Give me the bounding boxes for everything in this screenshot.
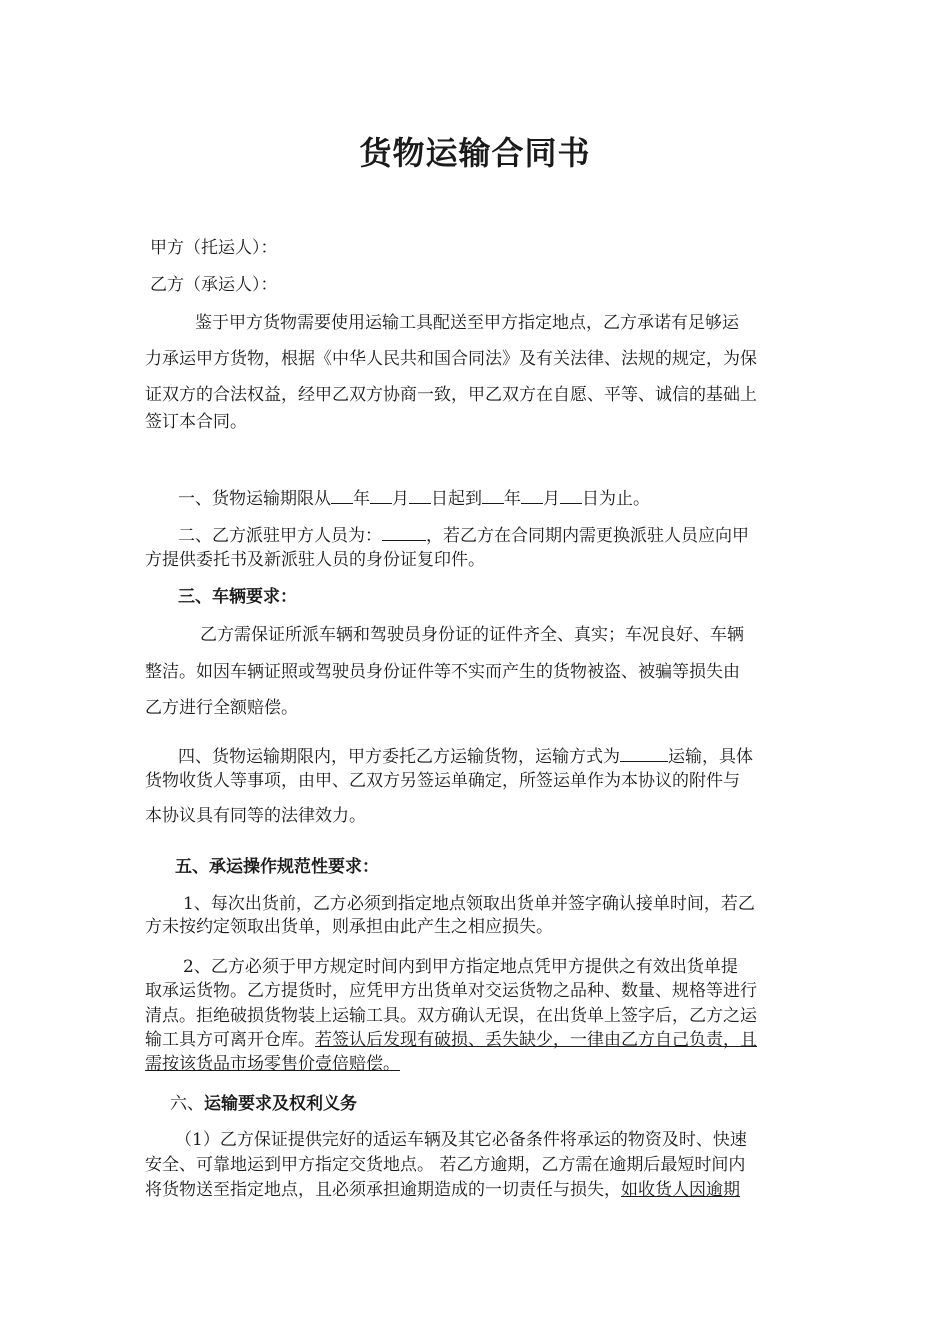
- clause-5-item-1-line-2: 方未按约定领取出货单，则承担由此产生之相应损失。: [145, 917, 553, 937]
- blank-end-day: [560, 486, 582, 504]
- underlined-liability-text: 若签认后发现有破损、丢失缺少，一律由乙方自己负责，且: [315, 1030, 757, 1050]
- clause-2-text: ，若乙方在合同期内需更换派驻人员应向甲: [426, 526, 749, 546]
- clause-5-item-2-line-2: 取承运货物。乙方提货时，应凭甲方出货单对交运货物之品种、数量、规格等进行: [145, 981, 757, 1001]
- clause-1-text: 一、货物运输期限从: [178, 489, 331, 509]
- underlined-delay-text: 如收货人因逾期: [621, 1180, 740, 1200]
- blank-end-year: [482, 486, 504, 504]
- clause-5-item-1-line-1: 1、每次出货前，乙方必须到指定地点领取出货单并签字确认接单时间，若乙: [183, 894, 755, 914]
- clause-5-item-2-line-5: 需按该货品市场零售价壹倍赔偿。: [145, 1054, 400, 1074]
- clause-2-line-1: [178, 523, 749, 546]
- document-title: 货物运输合同书: [359, 134, 591, 172]
- clause-5-item-2-line-4: [145, 1030, 757, 1050]
- clause-1-line: [178, 486, 650, 509]
- clause-1-text: 年: [504, 489, 521, 509]
- clause-1-text: 年: [353, 489, 370, 509]
- clause-4-text: 运输，具体: [668, 747, 753, 767]
- clause-1-text: 日为止。: [582, 489, 650, 509]
- clause-6-line-2: 安全、可靠地运到甲方指定交货地点。 若乙方逾期，乙方需在逾期后最短时间内: [145, 1155, 746, 1175]
- blank-end-month: [521, 486, 543, 504]
- clause-5-item-2-line-1: 2、乙方必须于甲方规定时间内到甲方指定地点凭甲方提供之有效出货单提: [183, 957, 738, 977]
- clause-1-text: 月: [392, 489, 409, 509]
- blank-start-month: [370, 486, 392, 504]
- party-b-line: 乙方（承运人）：: [150, 275, 278, 295]
- clause-3-line-2: 整洁。如因车辆证照或驾驶员身份证件等不实而产生的货物被盗、被骗等损失由: [145, 662, 740, 682]
- intro-line-4: 签订本合同。: [145, 412, 247, 432]
- clause-5-text: 输工具方可离开仓库。: [145, 1030, 315, 1050]
- clause-3-heading: 三、车辆要求：: [178, 587, 297, 607]
- clause-3-line-3: 乙方进行全额赔偿。: [145, 698, 298, 718]
- blank-transport-mode: [620, 744, 668, 762]
- clause-6-text: 将货物送至指定地点，且必须承担逾期造成的一切责任与损失，: [145, 1180, 621, 1200]
- clause-4-text: 四、货物运输期限内，甲方委托乙方运输货物，运输方式为: [178, 747, 620, 767]
- intro-line-1: 鉴于甲方货物需要使用运输工具配送至甲方指定地点，乙方承诺有足够运: [195, 313, 739, 333]
- clause-6-line-1: （1）乙方保证提供完好的适运车辆及其它必备条件将承运的物资及时、快速: [175, 1130, 747, 1150]
- clause-2-text: 二、乙方派驻甲方人员为：: [178, 526, 382, 546]
- clause-2-line-2: 方提供委托书及新派驻人员的身份证复印件。: [145, 550, 485, 570]
- clause-3-line-1: 乙方需保证所派车辆和驾驶员身份证的证件齐全、真实；车况良好、车辆: [200, 625, 744, 645]
- blank-start-year: [331, 486, 353, 504]
- blank-staff-name: [382, 523, 426, 541]
- clause-4-line-1: [178, 744, 753, 767]
- clause-5-heading: 五、承运操作规范性要求：: [175, 857, 379, 877]
- clause-1-text: 日起到: [431, 489, 482, 509]
- clause-6-title: 运输要求及权利义务: [204, 1094, 357, 1114]
- clause-6-line-3: [145, 1180, 740, 1200]
- intro-line-2: 力承运甲方货物，根据《中华人民共和国合同法》及有关法律、法规的规定，为保: [145, 349, 757, 369]
- clause-4-line-3: 本协议具有同等的法律效力。: [145, 806, 366, 826]
- clause-4-line-2: 货物收货人等事项，由甲、乙双方另签运单确定，所签运单作为本协议的附件与: [145, 771, 740, 791]
- clause-6-number: 六、: [170, 1094, 204, 1114]
- intro-line-3: 证双方的合法权益，经甲乙双方协商一致，甲乙双方在自愿、平等、诚信的基础上: [145, 385, 757, 405]
- clause-6-heading: [170, 1094, 357, 1114]
- clause-1-text: 月: [543, 489, 560, 509]
- clause-5-item-2-line-3: 清点。拒绝破损货物装上运输工具。双方确认无误，在出货单上签字后，乙方之运: [145, 1006, 757, 1026]
- blank-start-day: [409, 486, 431, 504]
- party-a-line: 甲方（托运人）：: [150, 238, 278, 258]
